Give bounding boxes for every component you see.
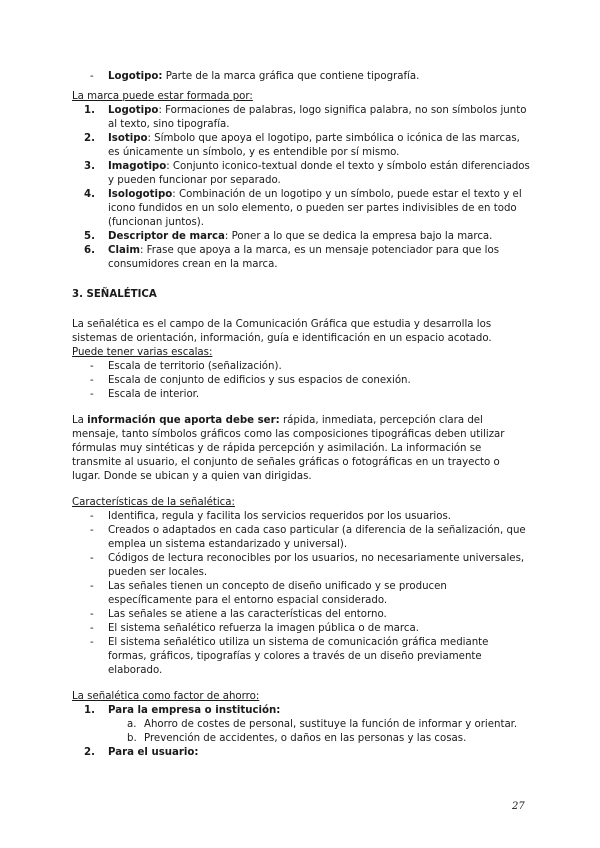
item-label: Para la empresa o institución:: [108, 705, 281, 716]
ahorro-heading: La señalética como factor de ahorro:: [72, 691, 260, 702]
section-heading-marca: La marca puede estar formada por:: [72, 91, 253, 102]
sub-item-letter: a.: [127, 719, 137, 730]
sub-list-item: [72, 732, 530, 746]
list-item: - Escala de territorio (señalización).: [72, 360, 530, 374]
section-title: 3. SEÑALÉTICA: [72, 289, 157, 300]
item-number: 2.: [84, 747, 95, 758]
caracteristicas-heading: Características de la señalética:: [72, 497, 235, 508]
item-number: 1.: [84, 705, 95, 716]
item-number: 4.: [84, 189, 95, 200]
list-item: - Escala de conjunto de edificios y sus espacios de conexión.: [72, 374, 530, 388]
term: Isologotipo: [108, 189, 173, 200]
item-text: : Símbolo que apoya el logotipo, parte simbólica o icónica de las marcas, es únicamente un símbolo, y es entendible por sí mismo.: [108, 133, 520, 158]
term: Descriptor de marca: [108, 231, 225, 242]
list-item: [72, 104, 530, 132]
item-number: 2.: [84, 133, 95, 144]
list-item: - Creados o adaptados en cada caso particular (a diferencia de la señalización, que emplea un sistema estandarizado y universal).: [72, 524, 530, 552]
list-item: - El sistema señalético refuerza la imagen pública o de marca.: [72, 622, 530, 636]
document-page: [72, 70, 530, 760]
list-item: - Las señales se atiene a las características del entorno.: [72, 608, 530, 622]
list-item: [72, 244, 530, 272]
item-number: 3.: [84, 161, 95, 172]
item-text: : Poner a lo que se dedica la empresa bajo la marca.: [224, 231, 493, 242]
term: Logotipo:: [108, 71, 163, 82]
list-item: [72, 160, 530, 188]
item-number: 1.: [84, 105, 95, 116]
page-number: 27: [512, 801, 525, 812]
escalas-list: [72, 360, 530, 402]
marca-list: [72, 104, 530, 272]
sub-item-text: Prevención de accidentes, o daños en las personas y las cosas.: [144, 733, 467, 744]
item-number: 5.: [84, 231, 95, 242]
term: Claim: [108, 245, 140, 256]
list-item: - Códigos de lectura reconocibles por los usuarios, no necesariamente universales, pueden ser locales.: [72, 552, 530, 580]
list-item: - El sistema señalético utiliza un sistema de comunicación gráfica mediante formas, gráficos, tipografías y colores a través de un diseño previamente elaborado.: [72, 636, 530, 678]
item-text: : Conjunto iconico-textual donde el texto y símbolo están diferenciados y pueden funcionar por separado.: [108, 161, 530, 186]
sub-item-text: Ahorro de costes de personal, sustituye la función de informar y orientar.: [144, 719, 518, 730]
list-item: - Logotipo: Parte de la marca gráfica que contiene tipografía.: [72, 70, 530, 84]
list-item: [72, 704, 530, 718]
list-item: [72, 132, 530, 160]
escalas-heading: Puede tener varias escalas:: [72, 347, 213, 358]
item-text: : Frase que apoya a la marca, es un mensaje potenciador para que los consumidores crean en la marca.: [108, 245, 500, 270]
sub-item-letter: b.: [127, 733, 137, 744]
list-item: - Escala de interior.: [72, 388, 530, 402]
item-label: Para el usuario:: [108, 747, 199, 758]
sub-list-item: [72, 718, 530, 732]
intro-paragraph: La señalética es el campo de la Comunicación Gráfica que estudia y desarrolla los sistemas de orientación, información, guía e identificación en un espacio acotado.: [72, 319, 492, 344]
item-text: : Combinación de un logotipo y un símbolo, puede estar el texto y el icono fundidos en un solo elemento, o pueden ser partes indivisibles de en todo (funcionan juntos).: [108, 189, 522, 228]
list-item: [72, 188, 530, 230]
info-paragraph: La información que aporta debe ser: rápida, inmediata, percepción clara del mensaje, tanto símbolos gráficos como las composiciones tipográficas deben utilizar fórmulas muy sintéticas y de rápida percepción y asimilación. La información se transmite al usuario, el conjunto de señales gráficas o fotográficas en un trayecto o lugar. Donde se ubican y a quien van dirigidas.: [72, 415, 505, 482]
term: Logotipo: [108, 105, 159, 116]
item-number: 6.: [84, 245, 95, 256]
term: Isotipo: [108, 133, 148, 144]
caracteristicas-list: [72, 510, 530, 678]
ahorro-list: [72, 704, 530, 760]
list-item: [72, 746, 530, 760]
item-text: : Formaciones de palabras, logo significa palabra, no son símbolos junto al texto, sino tipografía.: [108, 105, 527, 130]
term: Imagotipo: [108, 161, 167, 172]
list-item: [72, 230, 530, 244]
list-item: - Identifica, regula y facilita los servicios requeridos por los usuarios.: [72, 510, 530, 524]
list-item: - Las señales tienen un concepto de diseño unificado y se producen específicamente para el entorno espacial considerado.: [72, 580, 530, 608]
